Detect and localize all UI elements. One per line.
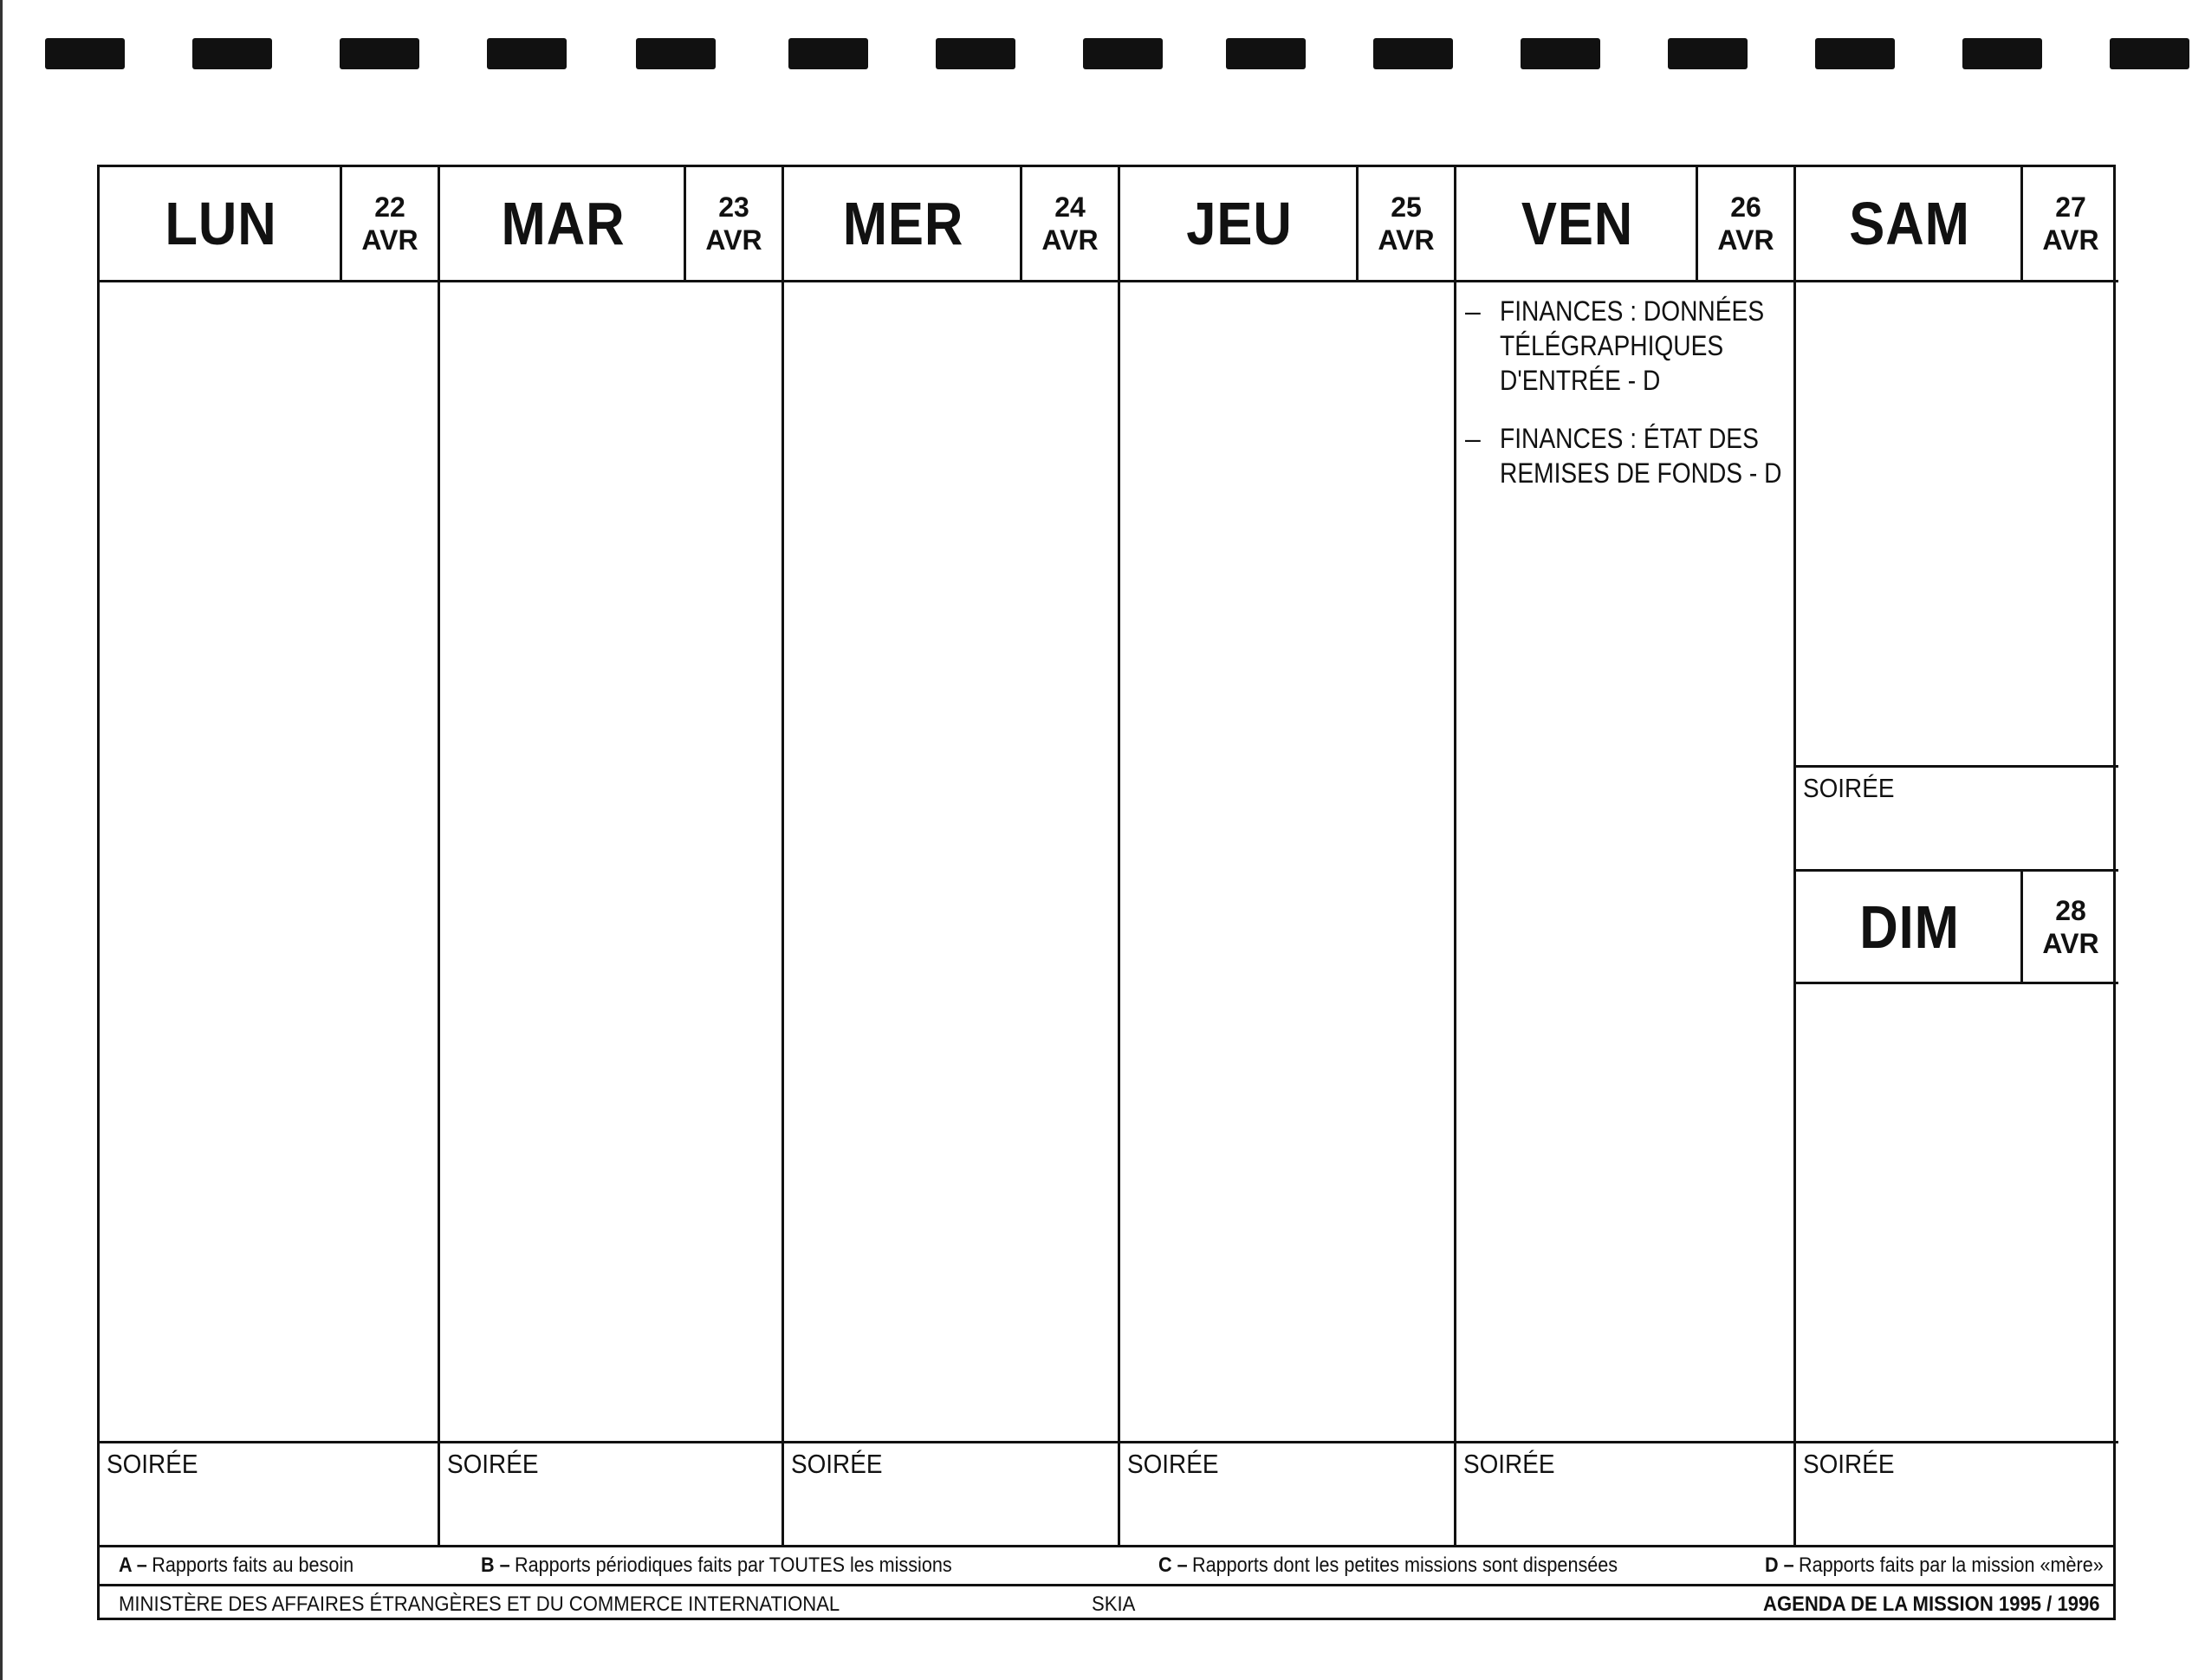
- day-number: 23: [718, 191, 749, 223]
- day-date: [1356, 167, 1454, 280]
- note-dash: –: [1465, 295, 1481, 327]
- footer-row: [100, 1584, 2113, 1620]
- day-header: [1456, 167, 1793, 282]
- soiree-cell[interactable]: [100, 1441, 438, 1545]
- day-number: 26: [1730, 191, 1761, 223]
- binder-hole: [1521, 38, 1600, 69]
- binder-hole: [1815, 38, 1895, 69]
- legend-code: A –: [119, 1554, 147, 1577]
- day-month: AVR: [1378, 224, 1435, 256]
- day-month: AVR: [1717, 224, 1774, 256]
- binder-hole: [192, 38, 272, 69]
- note-line: FINANCES : DONNÉES: [1500, 295, 1765, 327]
- day-month: AVR: [705, 224, 762, 256]
- legend-row: [100, 1545, 2113, 1584]
- legend-code: D –: [1765, 1554, 1794, 1577]
- binder-hole: [1226, 38, 1306, 69]
- legend-item-c: [1158, 1554, 1618, 1578]
- soiree-label: SOIRÉE: [1127, 1449, 1219, 1479]
- legend-text: Rapports faits par la mission «mère»: [1799, 1554, 2104, 1577]
- binder-hole: [1373, 38, 1453, 69]
- day-number: 24: [1054, 191, 1086, 223]
- soiree-cell[interactable]: [1456, 1441, 1793, 1545]
- day-header: [1796, 167, 2118, 282]
- day-number: 28: [2055, 894, 2086, 926]
- day-header: [784, 167, 1118, 282]
- legend-item-d: [1765, 1554, 2104, 1578]
- day-number: 27: [2055, 191, 2086, 223]
- week-agenda-grid: [97, 165, 2116, 1620]
- soiree-label: SOIRÉE: [1803, 773, 1895, 803]
- binder-hole: [340, 38, 419, 69]
- note-dash: –: [1465, 423, 1481, 454]
- legend-text: Rapports périodiques faits par TOUTES les missions: [515, 1554, 952, 1577]
- weekend-column[interactable]: [1796, 167, 2118, 1545]
- soiree-label: SOIRÉE: [107, 1449, 198, 1479]
- form-code: SKIA: [1092, 1592, 1136, 1616]
- legend-text: Rapports dont les petites missions sont dispensées: [1192, 1554, 1618, 1577]
- binder-hole: [45, 38, 125, 69]
- soiree-label: SOIRÉE: [447, 1449, 539, 1479]
- ministry-name: MINISTÈRE DES AFFAIRES ÉTRANGÈRES ET DU COMMERCE INTERNATIONAL: [119, 1592, 840, 1616]
- day-column-jeu[interactable]: [1120, 167, 1456, 1545]
- day-header: [1120, 167, 1454, 282]
- day-column-mar[interactable]: [440, 167, 784, 1545]
- day-name: LUN: [165, 190, 277, 257]
- soiree-cell[interactable]: [1796, 765, 2118, 869]
- day-month: AVR: [2042, 927, 2099, 959]
- day-column-lun[interactable]: [100, 167, 440, 1545]
- day-date: [1696, 167, 1793, 280]
- binder-hole: [1083, 38, 1163, 69]
- page-edge: [0, 0, 3, 1680]
- day-name: SAM: [1849, 190, 1970, 257]
- note-line: D'ENTRÉE - D: [1500, 365, 1661, 396]
- day-name: MER: [842, 190, 964, 257]
- binder-hole: [936, 38, 1015, 69]
- day-name: JEU: [1186, 190, 1293, 257]
- note-line: FINANCES : ÉTAT DES: [1500, 423, 1759, 454]
- soiree-label: SOIRÉE: [1463, 1449, 1555, 1479]
- day-date: [2020, 872, 2118, 982]
- day-name: VEN: [1521, 190, 1634, 257]
- agenda-note: [1465, 421, 1785, 490]
- day-date: [1020, 167, 1118, 280]
- legend-code: B –: [481, 1554, 510, 1577]
- legend-item-a: [119, 1554, 353, 1578]
- legend-item-b: [481, 1554, 952, 1578]
- legend-code: C –: [1158, 1554, 1188, 1577]
- day-date: [2020, 167, 2118, 280]
- day-name: DIM: [1859, 892, 1960, 961]
- soiree-label: SOIRÉE: [1803, 1449, 1895, 1479]
- day-date: [684, 167, 781, 280]
- day-month: AVR: [2042, 224, 2099, 256]
- soiree-cell[interactable]: [440, 1441, 781, 1545]
- day-month: AVR: [361, 224, 418, 256]
- agenda-title: AGENDA DE LA MISSION 1995 / 1996: [1763, 1592, 2100, 1616]
- day-header: [100, 167, 438, 282]
- note-line: REMISES DE FONDS - D: [1500, 457, 1782, 489]
- binder-hole: [788, 38, 868, 69]
- binder-hole: [1668, 38, 1748, 69]
- day-column-ven[interactable]: [1456, 167, 1796, 1545]
- day-name: MAR: [501, 190, 626, 257]
- day-date: [340, 167, 438, 280]
- legend-text: Rapports faits au besoin: [152, 1554, 354, 1577]
- soiree-cell[interactable]: [1120, 1441, 1454, 1545]
- day-header: [440, 167, 781, 282]
- day-number: 22: [374, 191, 405, 223]
- soiree-label: SOIRÉE: [791, 1449, 883, 1479]
- soiree-cell[interactable]: [1796, 1441, 2118, 1545]
- agenda-note: [1465, 294, 1785, 398]
- day-number: 25: [1391, 191, 1422, 223]
- binder-hole: [636, 38, 716, 69]
- binder-hole: [2110, 38, 2189, 69]
- note-line: TÉLÉGRAPHIQUES: [1500, 330, 1724, 361]
- day-month: AVR: [1041, 224, 1099, 256]
- day-header: [1796, 869, 2118, 984]
- soiree-cell[interactable]: [784, 1441, 1118, 1545]
- day-column-mer[interactable]: [784, 167, 1120, 1545]
- binder-hole: [1962, 38, 2042, 69]
- binder-hole: [487, 38, 567, 69]
